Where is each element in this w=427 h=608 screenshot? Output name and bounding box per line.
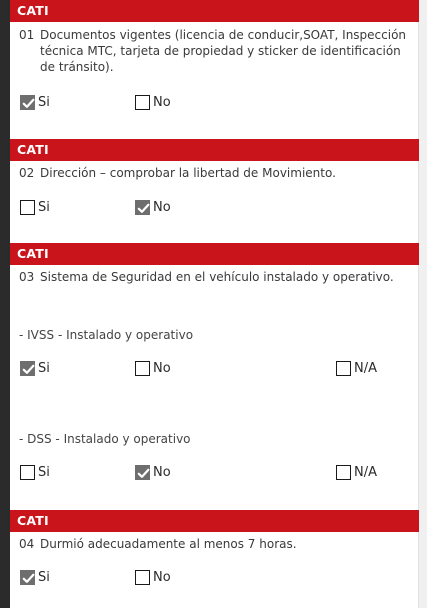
option-label: Si xyxy=(38,360,50,376)
question-number: 03 xyxy=(19,270,35,284)
question-4 xyxy=(19,536,414,552)
option-na[interactable] xyxy=(336,359,377,377)
section-header: CATI xyxy=(10,510,419,532)
checkbox-unchecked[interactable] xyxy=(135,570,150,585)
option-no[interactable] xyxy=(135,198,171,216)
question-text: Dirección – comprobar la libertad de Movimiento. xyxy=(40,166,336,180)
scrollbar-track[interactable] xyxy=(418,0,427,608)
option-label: N/A xyxy=(354,464,377,480)
checkbox-unchecked[interactable] xyxy=(20,200,35,215)
option-label: No xyxy=(153,199,171,215)
section-2 xyxy=(10,139,419,215)
option-si[interactable] xyxy=(20,198,50,216)
checkmark-icon xyxy=(22,363,35,376)
subitem-dss: - DSS - Instalado y operativo xyxy=(19,432,191,446)
checkbox-checked[interactable] xyxy=(20,95,35,110)
option-no[interactable] xyxy=(135,568,171,586)
question-number: 01 xyxy=(19,28,35,42)
option-na[interactable] xyxy=(336,463,377,481)
option-label: Si xyxy=(38,464,50,480)
section-1 xyxy=(10,0,419,110)
checkbox-checked[interactable] xyxy=(20,361,35,376)
question-3 xyxy=(19,269,414,285)
option-label: No xyxy=(153,360,171,376)
question-text: Documentos vigentes (licencia de conducir,SOAT, Inspección técnica MTC, tarjeta de propiedad y sticker de identificación de tránsito). xyxy=(40,28,407,74)
checkmark-icon xyxy=(22,572,35,585)
left-edge-bar xyxy=(0,0,10,608)
question-text: Durmió adecuadamente al menos 7 horas. xyxy=(40,537,297,551)
checkbox-unchecked[interactable] xyxy=(336,465,351,480)
section-header: CATI xyxy=(10,139,419,161)
checkbox-checked[interactable] xyxy=(135,465,150,480)
question-number: 04 xyxy=(19,537,35,551)
question-1 xyxy=(19,27,414,75)
option-label: No xyxy=(153,569,171,585)
section-header: CATI xyxy=(10,243,419,265)
option-no[interactable] xyxy=(135,359,171,377)
option-label: Si xyxy=(38,569,50,585)
subitem-ivss: - IVSS - Instalado y operativo xyxy=(19,328,194,342)
option-label: Si xyxy=(38,199,50,215)
checkbox-unchecked[interactable] xyxy=(20,465,35,480)
question-2 xyxy=(19,165,414,181)
option-label: Si xyxy=(38,94,50,110)
checkbox-unchecked[interactable] xyxy=(336,361,351,376)
option-label: No xyxy=(153,464,171,480)
checkbox-checked[interactable] xyxy=(20,570,35,585)
section-header: CATI xyxy=(10,0,419,22)
option-no[interactable] xyxy=(135,93,171,111)
question-text: Sistema de Seguridad en el vehículo instalado y operativo. xyxy=(40,270,394,284)
section-4 xyxy=(10,510,419,585)
checkmark-icon xyxy=(137,202,150,215)
option-si[interactable] xyxy=(20,93,50,111)
section-3 xyxy=(10,243,419,480)
option-no[interactable] xyxy=(135,463,171,481)
checkbox-checked[interactable] xyxy=(135,200,150,215)
question-number: 02 xyxy=(19,166,35,180)
option-si[interactable] xyxy=(20,359,50,377)
checkbox-unchecked[interactable] xyxy=(135,361,150,376)
checkmark-icon xyxy=(137,467,150,480)
option-label: No xyxy=(153,94,171,110)
checkmark-icon xyxy=(22,97,35,110)
option-si[interactable] xyxy=(20,568,50,586)
option-label: N/A xyxy=(354,360,377,376)
checkbox-unchecked[interactable] xyxy=(135,95,150,110)
option-si[interactable] xyxy=(20,463,50,481)
